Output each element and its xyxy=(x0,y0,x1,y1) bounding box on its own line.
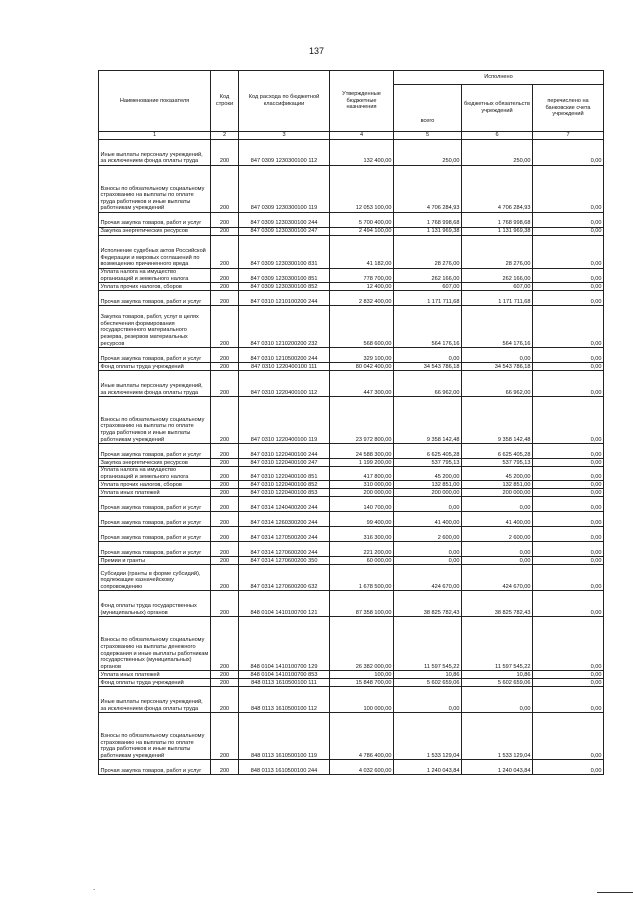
header-approved: Утвержденные бюджетные назначения xyxy=(330,71,394,132)
row-code: 200 xyxy=(211,760,239,775)
row-code: 200 xyxy=(211,459,239,467)
row-approved: 12 053 100,00 xyxy=(330,166,394,213)
row-institutions: 45 200,00 xyxy=(462,467,533,481)
row-bank: 0,00 xyxy=(533,236,604,269)
row-institutions: 38 825 782,43 xyxy=(462,591,533,617)
row-name: Уплата прочих налогов, сборов xyxy=(99,283,211,291)
table-row xyxy=(99,348,604,363)
row-code: 200 xyxy=(211,269,239,283)
row-code: 200 xyxy=(211,371,239,397)
row-bank: 0,00 xyxy=(533,371,604,397)
table-row xyxy=(99,291,604,306)
row-code: 200 xyxy=(211,565,239,591)
row-bank: 0,00 xyxy=(533,671,604,679)
row-kbk: 847 0310 1220400100 119 xyxy=(239,397,330,444)
header-total: всего xyxy=(394,85,462,132)
column-index: 1 xyxy=(99,132,211,140)
row-name: Прочая закупка товаров, работ и услуг xyxy=(99,291,211,306)
column-index: 7 xyxy=(533,132,604,140)
row-approved: 329 100,00 xyxy=(330,348,394,363)
row-total: 537 795,13 xyxy=(394,459,462,467)
row-code: 200 xyxy=(211,489,239,497)
table-row xyxy=(99,542,604,557)
row-total: 6 625 405,28 xyxy=(394,444,462,459)
row-bank: 0,00 xyxy=(533,713,604,760)
row-kbk: 847 0309 1230300100 244 xyxy=(239,213,330,228)
row-approved: 100,00 xyxy=(330,671,394,679)
table-row xyxy=(99,140,604,166)
table-row xyxy=(99,269,604,283)
table-row xyxy=(99,617,604,671)
row-approved: 80 042 400,00 xyxy=(330,363,394,371)
row-name: Прочая закупка товаров, работ и услуг xyxy=(99,213,211,228)
row-code: 200 xyxy=(211,713,239,760)
row-approved: 778 700,00 xyxy=(330,269,394,283)
table-row xyxy=(99,444,604,459)
row-approved: 316 300,00 xyxy=(330,527,394,542)
row-kbk: 848 0104 1410100700 853 xyxy=(239,671,330,679)
row-kbk: 848 0113 1610500100 244 xyxy=(239,760,330,775)
row-total: 34 543 786,18 xyxy=(394,363,462,371)
row-total: 1 533 129,04 xyxy=(394,713,462,760)
row-kbk: 847 0309 1230300100 119 xyxy=(239,166,330,213)
row-name: Взносы по обязательному социальному страхованию на выплаты по оплате труда работников и иные выплаты работникам учреждений xyxy=(99,397,211,444)
table-row xyxy=(99,283,604,291)
row-name: Уплата иных платежей xyxy=(99,489,211,497)
table-row xyxy=(99,371,604,397)
row-approved: 23 972 800,00 xyxy=(330,397,394,444)
row-institutions: 0,00 xyxy=(462,687,533,713)
row-total: 1 240 043,84 xyxy=(394,760,462,775)
row-code: 200 xyxy=(211,542,239,557)
table-row xyxy=(99,306,604,348)
row-name: Прочая закупка товаров, работ и услуг xyxy=(99,527,211,542)
row-approved: 41 182,00 xyxy=(330,236,394,269)
row-institutions: 1 171 711,68 xyxy=(462,291,533,306)
table-row xyxy=(99,760,604,775)
row-approved: 99 400,00 xyxy=(330,512,394,527)
row-approved: 4 786 400,00 xyxy=(330,713,394,760)
row-kbk: 848 0104 1410100700 129 xyxy=(239,617,330,671)
row-code: 200 xyxy=(211,348,239,363)
row-institutions: 6 625 405,28 xyxy=(462,444,533,459)
table-row xyxy=(99,213,604,228)
row-institutions: 537 795,13 xyxy=(462,459,533,467)
row-code: 200 xyxy=(211,236,239,269)
table-row xyxy=(99,497,604,512)
table-row xyxy=(99,591,604,617)
row-kbk: 847 0314 1260300200 244 xyxy=(239,512,330,527)
row-total: 38 825 782,43 xyxy=(394,591,462,617)
row-total: 4 706 284,93 xyxy=(394,166,462,213)
row-total: 1 171 711,68 xyxy=(394,291,462,306)
row-bank: 0,00 xyxy=(533,283,604,291)
row-code: 200 xyxy=(211,591,239,617)
row-bank: 0,00 xyxy=(533,497,604,512)
row-code: 200 xyxy=(211,363,239,371)
table-body xyxy=(99,140,604,775)
row-total: 41 400,00 xyxy=(394,512,462,527)
row-bank: 0,00 xyxy=(533,397,604,444)
row-code: 200 xyxy=(211,497,239,512)
row-total: 0,00 xyxy=(394,557,462,565)
row-name: Уплата налога на имущество организаций и земельного налога xyxy=(99,269,211,283)
row-institutions: 41 400,00 xyxy=(462,512,533,527)
row-code: 200 xyxy=(211,512,239,527)
row-bank: 0,00 xyxy=(533,687,604,713)
row-total: 11 597 545,22 xyxy=(394,617,462,671)
row-institutions: 0,00 xyxy=(462,542,533,557)
row-bank: 0,00 xyxy=(533,557,604,565)
row-name: Фонд оплаты труда учреждений xyxy=(99,679,211,687)
table-row xyxy=(99,397,604,444)
header-kbk: Код расхода по бюджетной классификации xyxy=(239,71,330,132)
row-total: 564 176,16 xyxy=(394,306,462,348)
row-name: Закупка энергетических ресурсов xyxy=(99,228,211,236)
footer-rule xyxy=(597,892,633,893)
column-index-row xyxy=(99,132,604,140)
table-row xyxy=(99,228,604,236)
row-bank: 0,00 xyxy=(533,481,604,489)
row-name: Прочая закупка товаров, работ и услуг xyxy=(99,348,211,363)
row-code: 200 xyxy=(211,687,239,713)
row-approved: 221 200,00 xyxy=(330,542,394,557)
row-approved: 87 358 100,00 xyxy=(330,591,394,617)
row-kbk: 848 0113 1610500100 112 xyxy=(239,687,330,713)
row-kbk: 847 0309 1230300100 247 xyxy=(239,228,330,236)
row-total: 250,00 xyxy=(394,140,462,166)
row-bank: 0,00 xyxy=(533,269,604,283)
row-bank: 0,00 xyxy=(533,489,604,497)
column-index: 3 xyxy=(239,132,330,140)
footnote-mark: ‧ xyxy=(93,887,96,894)
table-row xyxy=(99,679,604,687)
row-kbk: 847 0310 1210200200 232 xyxy=(239,306,330,348)
header-name: Наименование показателя xyxy=(99,71,211,132)
row-kbk: 847 0310 1220400100 853 xyxy=(239,489,330,497)
row-name: Взносы по обязательному социальному страхованию на выплаты денежного содержания и иные выплаты работникам государственных (муниципальных) органов xyxy=(99,617,211,671)
row-bank: 0,00 xyxy=(533,306,604,348)
table-row xyxy=(99,363,604,371)
row-approved: 310 000,00 xyxy=(330,481,394,489)
header-code: Код строки xyxy=(211,71,239,132)
row-name: Закупка товаров, работ, услуг в целях обеспечения формирования государственного материального резерва, резервов материальных ресурсов xyxy=(99,306,211,348)
budget-execution-table xyxy=(98,70,604,775)
row-bank: 0,00 xyxy=(533,291,604,306)
column-index: 6 xyxy=(462,132,533,140)
row-bank: 0,00 xyxy=(533,166,604,213)
column-index: 4 xyxy=(330,132,394,140)
row-approved: 2 832 400,00 xyxy=(330,291,394,306)
row-total: 0,00 xyxy=(394,497,462,512)
row-institutions: 66 962,00 xyxy=(462,371,533,397)
row-institutions: 5 602 659,06 xyxy=(462,679,533,687)
row-total: 66 962,00 xyxy=(394,371,462,397)
row-total: 28 276,00 xyxy=(394,236,462,269)
row-total: 607,00 xyxy=(394,283,462,291)
row-code: 200 xyxy=(211,444,239,459)
row-bank: 0,00 xyxy=(533,363,604,371)
row-approved: 26 382 000,00 xyxy=(330,617,394,671)
row-name: Прочая закупка товаров, работ и услуг xyxy=(99,542,211,557)
row-code: 200 xyxy=(211,557,239,565)
row-institutions: 9 358 142,48 xyxy=(462,397,533,444)
table-row xyxy=(99,687,604,713)
row-total: 5 602 659,06 xyxy=(394,679,462,687)
row-code: 200 xyxy=(211,467,239,481)
row-total: 0,00 xyxy=(394,687,462,713)
row-bank: 0,00 xyxy=(533,591,604,617)
row-total: 262 166,00 xyxy=(394,269,462,283)
row-approved: 1 678 500,00 xyxy=(330,565,394,591)
row-code: 200 xyxy=(211,481,239,489)
row-name: Исполнение судебных актов Российской Федерации и мировых соглашений по возмещению причиненного вреда xyxy=(99,236,211,269)
row-kbk: 848 0104 1410100700 121 xyxy=(239,591,330,617)
row-bank: 0,00 xyxy=(533,617,604,671)
row-total: 200 000,00 xyxy=(394,489,462,497)
row-kbk: 847 0314 1270600200 632 xyxy=(239,565,330,591)
row-bank: 0,00 xyxy=(533,527,604,542)
row-bank: 0,00 xyxy=(533,467,604,481)
table-row xyxy=(99,459,604,467)
row-institutions: 0,00 xyxy=(462,557,533,565)
row-institutions: 0,00 xyxy=(462,497,533,512)
row-code: 200 xyxy=(211,306,239,348)
row-name: Взносы по обязательному социальному страхованию на выплаты по оплате труда работников и иные выплаты работникам учреждений xyxy=(99,713,211,760)
row-code: 200 xyxy=(211,397,239,444)
row-kbk: 847 0310 1210100200 244 xyxy=(239,291,330,306)
row-name: Фонд оплаты труда учреждений xyxy=(99,363,211,371)
row-name: Уплата иных платежей xyxy=(99,671,211,679)
row-approved: 447 300,00 xyxy=(330,371,394,397)
row-institutions: 607,00 xyxy=(462,283,533,291)
row-kbk: 847 0314 1270600200 244 xyxy=(239,542,330,557)
row-code: 200 xyxy=(211,140,239,166)
row-kbk: 847 0310 1220400100 112 xyxy=(239,371,330,397)
row-name: Субсидии (гранты в форме субсидий), подлежащие казначейскому сопровождению xyxy=(99,565,211,591)
row-kbk: 847 0314 1240400200 244 xyxy=(239,497,330,512)
header-bank: перечислено на банковские счета учреждений xyxy=(533,85,604,132)
column-index: 5 xyxy=(394,132,462,140)
table-row xyxy=(99,557,604,565)
row-kbk: 847 0309 1230300100 112 xyxy=(239,140,330,166)
row-name: Взносы по обязательному социальному страхованию на выплаты по оплате труда работников и иные выплаты работникам учреждений xyxy=(99,166,211,213)
row-name: Прочая закупка товаров, работ и услуг xyxy=(99,444,211,459)
row-institutions: 34 543 786,18 xyxy=(462,363,533,371)
row-kbk: 847 0310 1220400100 244 xyxy=(239,444,330,459)
row-code: 200 xyxy=(211,671,239,679)
row-name: Иные выплаты персоналу учреждений, за исключением фонда оплаты труда xyxy=(99,687,211,713)
row-approved: 417 800,00 xyxy=(330,467,394,481)
row-institutions: 132 851,00 xyxy=(462,481,533,489)
row-bank: 0,00 xyxy=(533,459,604,467)
table-row xyxy=(99,671,604,679)
row-bank: 0,00 xyxy=(533,512,604,527)
row-name: Иные выплаты персоналу учреждений, за исключением фонда оплаты труда xyxy=(99,371,211,397)
row-approved: 568 600,00 xyxy=(330,306,394,348)
row-code: 200 xyxy=(211,283,239,291)
row-approved: 132 400,00 xyxy=(330,140,394,166)
row-kbk: 847 0310 1220400100 851 xyxy=(239,467,330,481)
row-name: Иные выплаты персоналу учреждений, за исключением фонда оплаты труда xyxy=(99,140,211,166)
table-row xyxy=(99,236,604,269)
row-total: 45 200,00 xyxy=(394,467,462,481)
row-bank: 0,00 xyxy=(533,444,604,459)
row-code: 200 xyxy=(211,617,239,671)
row-institutions: 200 000,00 xyxy=(462,489,533,497)
row-approved: 24 588 300,00 xyxy=(330,444,394,459)
row-code: 200 xyxy=(211,291,239,306)
row-code: 200 xyxy=(211,527,239,542)
row-name: Уплата прочих налогов, сборов xyxy=(99,481,211,489)
row-institutions: 424 670,00 xyxy=(462,565,533,591)
row-bank: 0,00 xyxy=(533,565,604,591)
row-bank: 0,00 xyxy=(533,760,604,775)
row-bank: 0,00 xyxy=(533,348,604,363)
header-executed: Исполнено xyxy=(394,71,604,85)
row-code: 200 xyxy=(211,166,239,213)
table-row xyxy=(99,527,604,542)
row-institutions: 250,00 xyxy=(462,140,533,166)
row-institutions: 11 597 545,22 xyxy=(462,617,533,671)
row-total: 1 131 969,38 xyxy=(394,228,462,236)
row-bank: 0,00 xyxy=(533,228,604,236)
page-number: 137 xyxy=(308,46,325,56)
row-approved: 140 700,00 xyxy=(330,497,394,512)
row-kbk: 847 0310 1220400100 852 xyxy=(239,481,330,489)
row-approved: 15 848 700,00 xyxy=(330,679,394,687)
row-bank: 0,00 xyxy=(533,213,604,228)
table-row xyxy=(99,512,604,527)
row-institutions: 4 706 284,93 xyxy=(462,166,533,213)
table-row xyxy=(99,166,604,213)
row-institutions: 10,86 xyxy=(462,671,533,679)
row-kbk: 848 0113 1610500100 111 xyxy=(239,679,330,687)
table-row xyxy=(99,713,604,760)
row-institutions: 1 533 129,04 xyxy=(462,713,533,760)
column-index: 2 xyxy=(211,132,239,140)
row-total: 0,00 xyxy=(394,348,462,363)
row-kbk: 847 0310 1210500200 244 xyxy=(239,348,330,363)
row-kbk: 847 0309 1230300100 852 xyxy=(239,283,330,291)
row-kbk: 848 0113 1610500100 119 xyxy=(239,713,330,760)
row-name: Закупка энергетических ресурсов xyxy=(99,459,211,467)
row-approved: 4 032 600,00 xyxy=(330,760,394,775)
row-total: 10,86 xyxy=(394,671,462,679)
row-name: Уплата налога на имущество организаций и земельного налога xyxy=(99,467,211,481)
row-kbk: 847 0310 1220400100 247 xyxy=(239,459,330,467)
row-total: 2 600,00 xyxy=(394,527,462,542)
row-total: 424 670,00 xyxy=(394,565,462,591)
table-row xyxy=(99,489,604,497)
row-kbk: 847 0310 1220400100 111 xyxy=(239,363,330,371)
header-institutions: бюджетных обязательств учреждений xyxy=(462,85,533,132)
row-approved: 12 400,00 xyxy=(330,283,394,291)
row-name: Прочая закупка товаров, работ и услуг xyxy=(99,512,211,527)
row-approved: 2 494 100,00 xyxy=(330,228,394,236)
row-institutions: 1 768 998,68 xyxy=(462,213,533,228)
row-total: 1 768 998,68 xyxy=(394,213,462,228)
row-name: Прочая закупка товаров, работ и услуг xyxy=(99,760,211,775)
row-kbk: 847 0314 1270600200 350 xyxy=(239,557,330,565)
row-institutions: 564 176,16 xyxy=(462,306,533,348)
row-name: Прочая закупка товаров, работ и услуг xyxy=(99,497,211,512)
row-approved: 5 700 400,00 xyxy=(330,213,394,228)
row-code: 200 xyxy=(211,213,239,228)
table-row xyxy=(99,467,604,481)
row-institutions: 2 600,00 xyxy=(462,527,533,542)
row-bank: 0,00 xyxy=(533,679,604,687)
row-total: 0,00 xyxy=(394,542,462,557)
row-kbk: 847 0309 1230300100 851 xyxy=(239,269,330,283)
row-kbk: 847 0309 1230300100 831 xyxy=(239,236,330,269)
row-approved: 1 199 200,00 xyxy=(330,459,394,467)
row-name: Премии и гранты xyxy=(99,557,211,565)
row-code: 200 xyxy=(211,679,239,687)
row-bank: 0,00 xyxy=(533,542,604,557)
row-institutions: 28 276,00 xyxy=(462,236,533,269)
row-institutions: 1 240 043,84 xyxy=(462,760,533,775)
row-kbk: 847 0314 1270500200 244 xyxy=(239,527,330,542)
row-approved: 200 000,00 xyxy=(330,489,394,497)
row-institutions: 262 166,00 xyxy=(462,269,533,283)
row-total: 9 358 142,48 xyxy=(394,397,462,444)
row-institutions: 0,00 xyxy=(462,348,533,363)
row-total: 132 851,00 xyxy=(394,481,462,489)
table-row xyxy=(99,481,604,489)
row-bank: 0,00 xyxy=(533,140,604,166)
row-institutions: 1 131 969,38 xyxy=(462,228,533,236)
row-name: Фонд оплаты труда государственных (муниципальных) органов xyxy=(99,591,211,617)
row-approved: 100 000,00 xyxy=(330,687,394,713)
table-row xyxy=(99,565,604,591)
row-approved: 60 000,00 xyxy=(330,557,394,565)
row-code: 200 xyxy=(211,228,239,236)
